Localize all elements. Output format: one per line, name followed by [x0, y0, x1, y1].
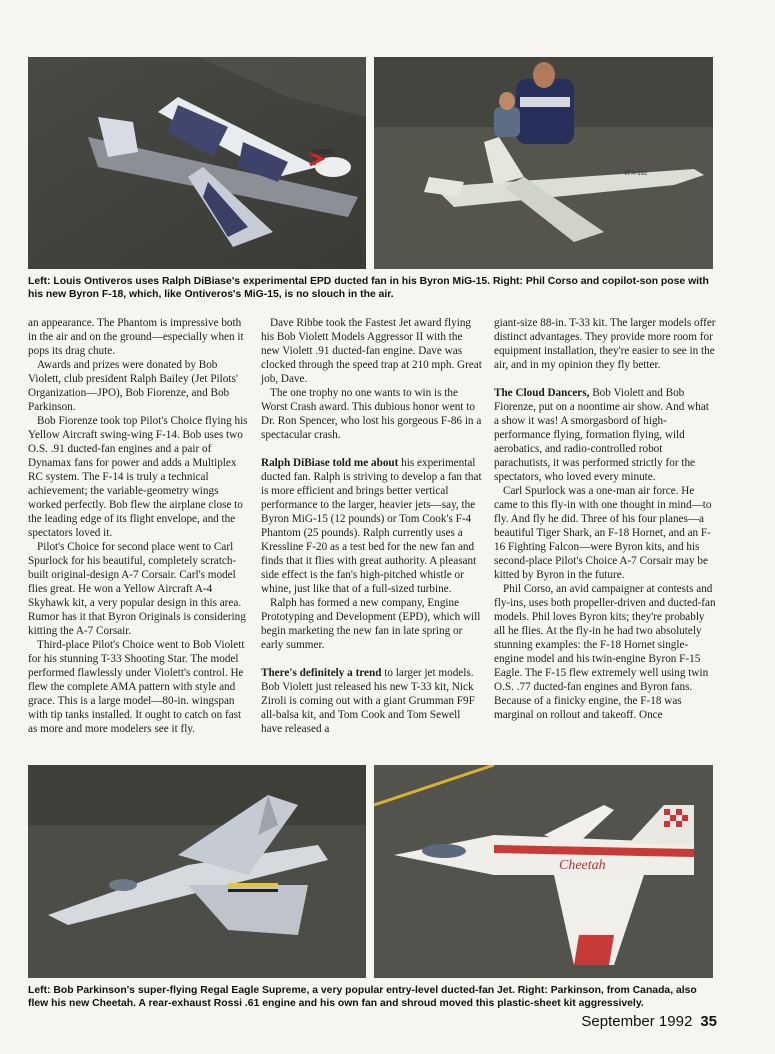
paragraph: Pilot's Choice for second place went to Carl Spurlock for his beautiful, completely scratch-built original-design A-7 Corsair. Carl's model flies great. He won a Yellow Aircraft A-4 Skyhawk kit, a very popular design in this area. Rumor has it that Byron Originals is considering kitting the A-7 Corsair.	[28, 541, 246, 637]
article-column-3	[494, 316, 716, 722]
paragraph: The one trophy no one wants to win is the Worst Crash award. This dubious honor went to Dr. Ron Spencer, who lost his gorgeous F-86 in a spectacular crash.	[261, 387, 482, 441]
paragraph-body: his experimental ducted fan. Ralph is striving to develop a fan that is more efficient and brings better vertical performance to the larger, heavier jets—say, the Byron MiG-15 (12 pounds) or Tom Cook's F-4 Phantom (25 pounds). Ralph currently uses a Kressline F-20 as a test bed for the new fan and finds that it flies with great authority. A pleasant side effect is the fan's high-pitched whistle or whine, just like that of a full-sized turbine.	[261, 457, 482, 595]
paragraph: Ralph has formed a new company, Engine Prototyping and Development (EPD), which will begin marketing the new fan in late spring or early summer.	[261, 597, 481, 651]
paragraph: Third-place Pilot's Choice went to Bob Violett for his stunning T-33 Shooting Star. The model performed flawlessly under Violett's control. He flew the complete AMA pattern with style and grace. This is a large model—80-in. wingspan with tip tanks installed. It ought to catch on fast as more and more modelers see it fly.	[28, 639, 245, 735]
run-in-head: There's definitely a trend	[261, 667, 382, 679]
photo-mig15	[28, 57, 366, 269]
photo-f18	[374, 57, 713, 269]
paragraph	[261, 456, 483, 596]
paragraph: Bob Fiorenze took top Pilot's Choice flying his Yellow Aircraft swing-wing F-14. Bob uses two O.S. .91 ducted-fan engines and a pair of Dynamax fans for power and adds a Multiplex RC system. The F-14 is truly a technical achievement; the variable-geometry wings worked perfectly. Bob flew the airplane close to the leading edge of its flight envelope, and the spectators loved it.	[28, 415, 248, 539]
photo-regal-eagle	[28, 765, 366, 978]
paragraph	[261, 666, 483, 736]
article-column-2	[261, 316, 483, 736]
paragraph-body: to larger jet models. Bob Violett just released his new T-33 kit, Nick Ziroli is coming out with a giant Grumman F9F all-balsa kit, and Tom Cook and Tom Sewell have released a	[261, 667, 475, 735]
paragraph-body: Bob Violett and Bob Fiorenze, put on a noontime air show. And what a show it was! A smorgasbord of high-performance flying, formation flying, wild aerobatics, and radio-controlled robot parachutists, it was performed strictly for the spectators, who loved every minute.	[494, 387, 709, 483]
f18-decal: VFA-192	[624, 171, 648, 177]
paragraph: an appearance. The Phantom is impressive both in the air and on the ground—especially when it pops its drag chute.	[28, 317, 244, 357]
mig-decal: 100000	[310, 149, 334, 156]
paragraph: Carl Spurlock was a one-man air force. He came to this fly-in with one thought in mind—to fly. And fly he did. Three of his four planes—a beautiful Tiger Shark, an F-18 Hornet, and an F-16 Fighting Falcon—were Byron kits, and his second-place Pilot's Choice A-7 Corsair may be kitted by Byron in the future.	[494, 485, 712, 581]
paragraph	[494, 386, 716, 484]
paragraph: Phil Corso, an avid campaigner at contests and fly-ins, uses both propeller-driven and ducted-fan models. Phil loves Byron kits; they're probably all he flies. At the fly-in he had two absolutely stunning examples: the F-18 Hornet single-engine model and his twin-engine Byron F-15 Eagle. The F-15 flew extremely well using twin O.S. .77 ducted-fan engines and Byron fans. Because of a finicky engine, the F-18 was marginal on rollout and takeoff. Once	[494, 583, 716, 721]
caption-top: Left: Louis Ontiveros uses Ralph DiBiase's experimental EPD ducted fan in his Byron MiG-15. Right: Phil Corso and copilot-son pose with his new Byron F-18, which, like Ontiveros's MiG-15, is no slouch in the air.	[28, 276, 709, 300]
caption-bottom: Left: Bob Parkinson's super-flying Regal Eagle Supreme, a very popular entry-level ducted-fan Jet. Right: Parkinson, from Canada, also flew his new Cheetah. A rear-exhaust Rossi .61 engine and his own fan and shroud moved this plastic-sheet kit aggressively.	[28, 985, 697, 1009]
run-in-head: The Cloud Dancers,	[494, 387, 590, 399]
issue-date: September 1992	[581, 1013, 693, 1030]
photo-cheetah	[374, 765, 713, 978]
paragraph: Awards and prizes were donated by Bob Violett, club president Ralph Bailey (Jet Pilots' Organization—JPO), Bob Fiorenze, and Bob Parkinson.	[28, 359, 238, 413]
paragraph: Dave Ribbe took the Fastest Jet award flying his Bob Violett Models Aggressor II with the new Violett .91 ducted-fan engine. Dave was clocked through the speed trap at 210 mph. Great job, Dave.	[261, 317, 482, 385]
cheetah-decal: Cheetah	[559, 858, 606, 873]
article-column-1	[28, 316, 250, 736]
paragraph: giant-size 88-in. T-33 kit. The larger models offer distinct advantages. They provide more room for equipment installation, they're easier to see in the air, and in my opinion they fly better.	[494, 317, 716, 371]
run-in-head: Ralph DiBiase told me about	[261, 457, 399, 469]
page-footer	[581, 1013, 717, 1030]
page-number: 35	[700, 1013, 717, 1030]
